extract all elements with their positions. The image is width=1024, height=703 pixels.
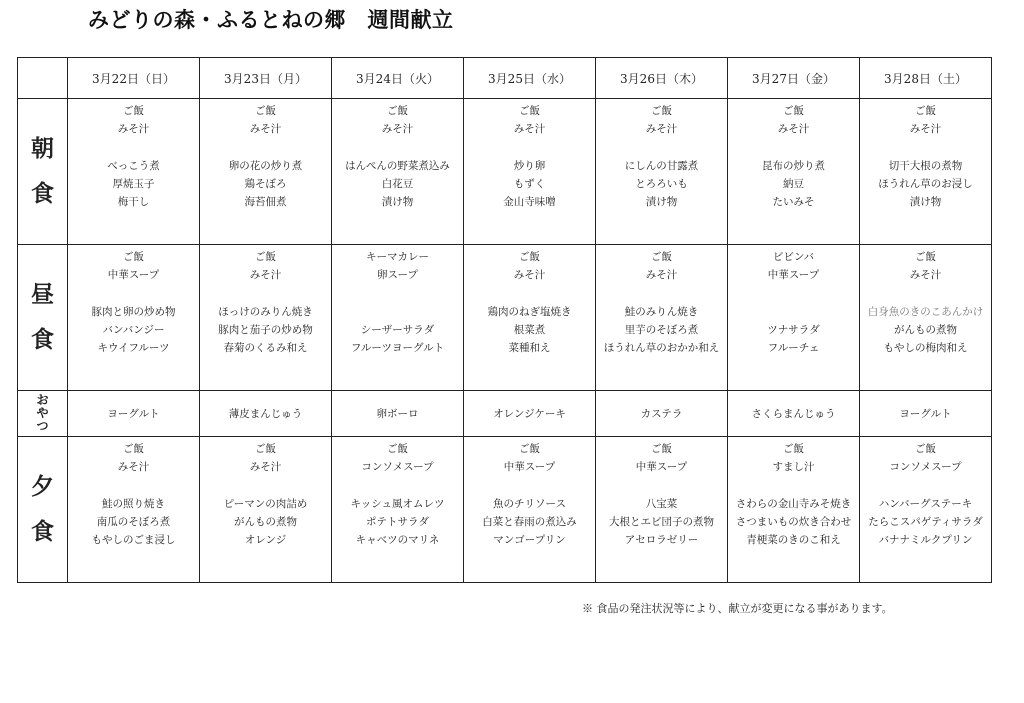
menu-item: オレンジ <box>244 534 287 547</box>
menu-cell <box>596 99 728 245</box>
snack-cell: ヨーグルト <box>68 391 200 437</box>
menu-cell <box>332 437 464 583</box>
menu-item: もやしのごま浸し <box>91 534 176 547</box>
menu-items <box>332 437 463 550</box>
menu-item: ご飯 <box>255 443 276 455</box>
menu-item: 青梗菜のきのこ和え <box>746 534 841 547</box>
date-header: 3月23日（月） <box>200 58 332 99</box>
menu-item: 厚焼玉子 <box>112 178 155 191</box>
menu-cell <box>68 245 200 391</box>
menu-item: 里芋のそぼろ煮 <box>624 324 699 337</box>
menu-item: 鶏肉のねぎ塩焼き <box>487 305 572 318</box>
menu-items <box>200 99 331 212</box>
menu-item: みそ汁 <box>249 269 282 282</box>
menu-spacer <box>728 139 859 157</box>
menu-item: ご飯 <box>255 251 276 263</box>
menu-cell <box>728 437 860 583</box>
menu-items <box>728 245 859 358</box>
menu-item: はんぺんの野菜煮込み <box>345 159 450 172</box>
date-header-row <box>18 58 992 99</box>
menu-item: ご飯 <box>651 443 672 455</box>
date-header: 3月28日（土） <box>860 58 992 99</box>
menu-item: 白菜と春雨の煮込み <box>482 516 577 529</box>
menu-item: 根菜煮 <box>513 324 546 337</box>
menu-spacer <box>68 139 199 157</box>
menu-item: みそ汁 <box>909 269 942 282</box>
menu-item: ご飯 <box>915 251 936 263</box>
menu-item: みそ汁 <box>117 123 150 136</box>
menu-item: ハンバーグステーキ <box>878 497 973 510</box>
menu-item: コンソメスープ <box>361 461 434 474</box>
menu-item: キッシュ風オムレツ <box>350 497 445 510</box>
menu-item: 梅干し <box>117 196 150 209</box>
menu-item: 漬け物 <box>645 196 678 209</box>
menu-item: バナナミルクプリン <box>878 534 973 547</box>
menu-item: 中華スープ <box>767 269 820 282</box>
snack-row <box>18 391 992 437</box>
menu-item: 鶏そぼろ <box>244 178 287 191</box>
menu-items <box>596 245 727 358</box>
menu-items <box>596 437 727 550</box>
menu-item: すまし汁 <box>772 461 815 474</box>
menu-spacer <box>464 285 595 303</box>
menu-item: ご飯 <box>123 443 144 455</box>
menu-item: ご飯 <box>387 105 408 117</box>
menu-item: べっこう煮 <box>107 159 160 172</box>
menu-item: ご飯 <box>387 443 408 455</box>
date-header: 3月25日（水） <box>464 58 596 99</box>
page-title: みどりの森・ふるとねの郷 週間献立 <box>88 7 454 32</box>
menu-cell <box>860 437 992 583</box>
menu-items <box>464 99 595 212</box>
date-header: 3月24日（火） <box>332 58 464 99</box>
menu-item: みそ汁 <box>117 461 150 474</box>
menu-spacer <box>728 303 859 321</box>
menu-item: フルーチェ <box>767 342 820 355</box>
menu-item: ご飯 <box>519 443 540 455</box>
menu-item: 菜種和え <box>508 342 551 355</box>
menu-item: みそ汁 <box>249 123 282 136</box>
menu-item: 中華スープ <box>107 269 160 282</box>
menu-items <box>332 99 463 212</box>
menu-item: キウイフルーツ <box>97 342 170 355</box>
change-notice: ※ 食品の発注状況等により、献立が変更になる事があります。 <box>582 602 893 615</box>
menu-spacer <box>596 477 727 495</box>
menu-item: ポテトサラダ <box>366 516 429 529</box>
menu-item: 南瓜のそぼろ煮 <box>96 516 171 529</box>
menu-spacer <box>332 303 463 321</box>
menu-item: さつまいもの炊き合わせ <box>735 516 852 529</box>
menu-item: 豚肉と卵の炒め物 <box>91 305 176 318</box>
menu-item: 中華スープ <box>635 461 688 474</box>
menu-cell <box>464 437 596 583</box>
menu-item: コンソメスープ <box>889 461 962 474</box>
menu-spacer <box>68 477 199 495</box>
menu-cell <box>860 245 992 391</box>
menu-items <box>200 437 331 550</box>
menu-item: みそ汁 <box>909 123 942 136</box>
header-corner <box>18 58 68 99</box>
menu-cell <box>200 99 332 245</box>
menu-item: さわらの金山寺みそ焼き <box>735 497 852 510</box>
menu-item: ご飯 <box>255 105 276 117</box>
menu-items <box>200 245 331 358</box>
menu-items <box>464 245 595 358</box>
menu-spacer <box>728 285 859 303</box>
menu-item: ご飯 <box>651 251 672 263</box>
menu-spacer <box>332 285 463 303</box>
menu-item: 卵の花の炒り煮 <box>228 159 303 172</box>
menu-item: シーザーサラダ <box>360 324 435 337</box>
menu-item: 海苔佃煮 <box>244 196 287 209</box>
meal-label-text: 朝 食 <box>31 134 54 207</box>
menu-spacer <box>68 285 199 303</box>
menu-cell <box>464 99 596 245</box>
menu-item: マンゴープリン <box>493 534 566 547</box>
menu-item: みそ汁 <box>249 461 282 474</box>
menu-items <box>68 437 199 550</box>
menu-items <box>860 99 991 212</box>
meal-label-text: お や つ <box>36 392 49 434</box>
breakfast-row <box>18 99 992 245</box>
menu-item: がんもの煮物 <box>894 324 957 337</box>
menu-item: ご飯 <box>519 105 540 117</box>
menu-spacer <box>860 285 991 303</box>
menu-item: がんもの煮物 <box>234 516 297 529</box>
menu-spacer <box>464 139 595 157</box>
menu-item: ご飯 <box>915 443 936 455</box>
menu-item: 切干大根の煮物 <box>888 159 963 172</box>
menu-items <box>68 99 199 212</box>
menu-spacer <box>860 139 991 157</box>
menu-items <box>728 437 859 550</box>
menu-item: 春菊のくるみ和え <box>223 342 308 355</box>
snack-cell: ヨーグルト <box>860 391 992 437</box>
menu-cell <box>596 245 728 391</box>
menu-item: 昆布の炒り煮 <box>762 159 825 172</box>
menu-item: 漬け物 <box>909 196 942 209</box>
menu-spacer <box>200 477 331 495</box>
dinner-row <box>18 437 992 583</box>
menu-item: バンバンジー <box>102 324 165 337</box>
menu-items <box>860 437 991 550</box>
menu-item: 八宝菜 <box>645 497 678 510</box>
snack-cell: オレンジケーキ <box>464 391 596 437</box>
menu-item: ご飯 <box>783 443 804 455</box>
menu-item: みそ汁 <box>777 123 810 136</box>
date-header: 3月22日（日） <box>68 58 200 99</box>
menu-item: 中華スープ <box>503 461 556 474</box>
menu-cell <box>728 99 860 245</box>
menu-item: もずく <box>513 178 546 191</box>
menu-item: フルーツヨーグルト <box>350 342 445 355</box>
menu-item: ツナサラダ <box>767 324 820 337</box>
menu-cell <box>464 245 596 391</box>
menu-spacer <box>596 285 727 303</box>
meal-label-dinner <box>18 437 68 583</box>
menu-items <box>68 245 199 358</box>
menu-item: みそ汁 <box>381 123 414 136</box>
menu-item: みそ汁 <box>513 269 546 282</box>
menu-items <box>464 437 595 550</box>
weekly-menu-table <box>17 57 992 583</box>
menu-item: 豚肉と茄子の炒め物 <box>218 324 313 337</box>
menu-item: 金山寺味噌 <box>503 196 556 209</box>
menu-spacer <box>332 139 463 157</box>
menu-item: キャベツのマリネ <box>355 534 440 547</box>
menu-item: みそ汁 <box>645 123 678 136</box>
menu-spacer <box>200 139 331 157</box>
menu-item: アセロラゼリー <box>624 534 699 547</box>
menu-items <box>332 245 463 358</box>
meal-label-breakfast <box>18 99 68 245</box>
menu-item: ピーマンの肉詰め <box>223 497 308 510</box>
menu-cell <box>596 437 728 583</box>
menu-item: みそ汁 <box>513 123 546 136</box>
menu-items <box>596 99 727 212</box>
date-header: 3月26日（木） <box>596 58 728 99</box>
menu-spacer <box>860 477 991 495</box>
menu-cell <box>728 245 860 391</box>
menu-item: 白花豆 <box>381 178 414 191</box>
meal-label-text: 夕 食 <box>31 472 54 545</box>
menu-cell <box>68 99 200 245</box>
menu-item: ご飯 <box>519 251 540 263</box>
menu-item: とろろいも <box>635 178 688 191</box>
menu-item: ビビンバ <box>772 251 815 263</box>
menu-item: ご飯 <box>123 251 144 263</box>
menu-items <box>728 99 859 212</box>
meal-label-text: 昼 食 <box>31 280 54 353</box>
menu-cell <box>332 99 464 245</box>
menu-item: ほうれん草のおかか和え <box>603 342 720 355</box>
menu-spacer <box>200 285 331 303</box>
menu-item: ご飯 <box>651 105 672 117</box>
menu-item: ご飯 <box>783 105 804 117</box>
snack-cell: 卵ボーロ <box>332 391 464 437</box>
menu-item: にしんの甘露煮 <box>624 159 699 172</box>
menu-item: 大根とエビ団子の煮物 <box>609 516 714 529</box>
menu-item: ほっけのみりん焼き <box>218 305 313 318</box>
menu-item: たらこスパゲティサラダ <box>868 516 983 529</box>
menu-spacer <box>332 477 463 495</box>
menu-cell <box>860 99 992 245</box>
snack-cell: 薄皮まんじゅう <box>200 391 332 437</box>
menu-item: 鮭の照り焼き <box>102 497 165 510</box>
date-header: 3月27日（金） <box>728 58 860 99</box>
menu-cell <box>200 245 332 391</box>
menu-cell <box>68 437 200 583</box>
menu-item: 卵スープ <box>377 269 418 282</box>
menu-item: キーマカレー <box>366 251 429 263</box>
menu-item: 漬け物 <box>381 196 414 209</box>
menu-item: ご飯 <box>123 105 144 117</box>
menu-item: 白身魚のきのこあんかけ <box>867 305 984 318</box>
lunch-row <box>18 245 992 391</box>
menu-item: 炒り卵 <box>513 159 546 172</box>
menu-spacer <box>596 139 727 157</box>
menu-item: ほうれん草のお浸し <box>878 178 973 191</box>
menu-spacer <box>728 477 859 495</box>
menu-spacer <box>464 477 595 495</box>
menu-item: みそ汁 <box>645 269 678 282</box>
menu-item: もやしの梅肉和え <box>883 342 968 355</box>
snack-cell: さくらまんじゅう <box>728 391 860 437</box>
menu-item: 鮭のみりん焼き <box>624 305 699 318</box>
menu-item: 魚のチリソース <box>493 497 566 510</box>
snack-cell: カステラ <box>596 391 728 437</box>
menu-item: 納豆 <box>783 178 804 191</box>
meal-label-snack <box>18 391 68 437</box>
menu-cell <box>332 245 464 391</box>
meal-label-lunch <box>18 245 68 391</box>
menu-cell <box>200 437 332 583</box>
menu-items <box>860 245 991 358</box>
menu-item: ご飯 <box>915 105 936 117</box>
menu-item: たいみそ <box>772 196 815 209</box>
